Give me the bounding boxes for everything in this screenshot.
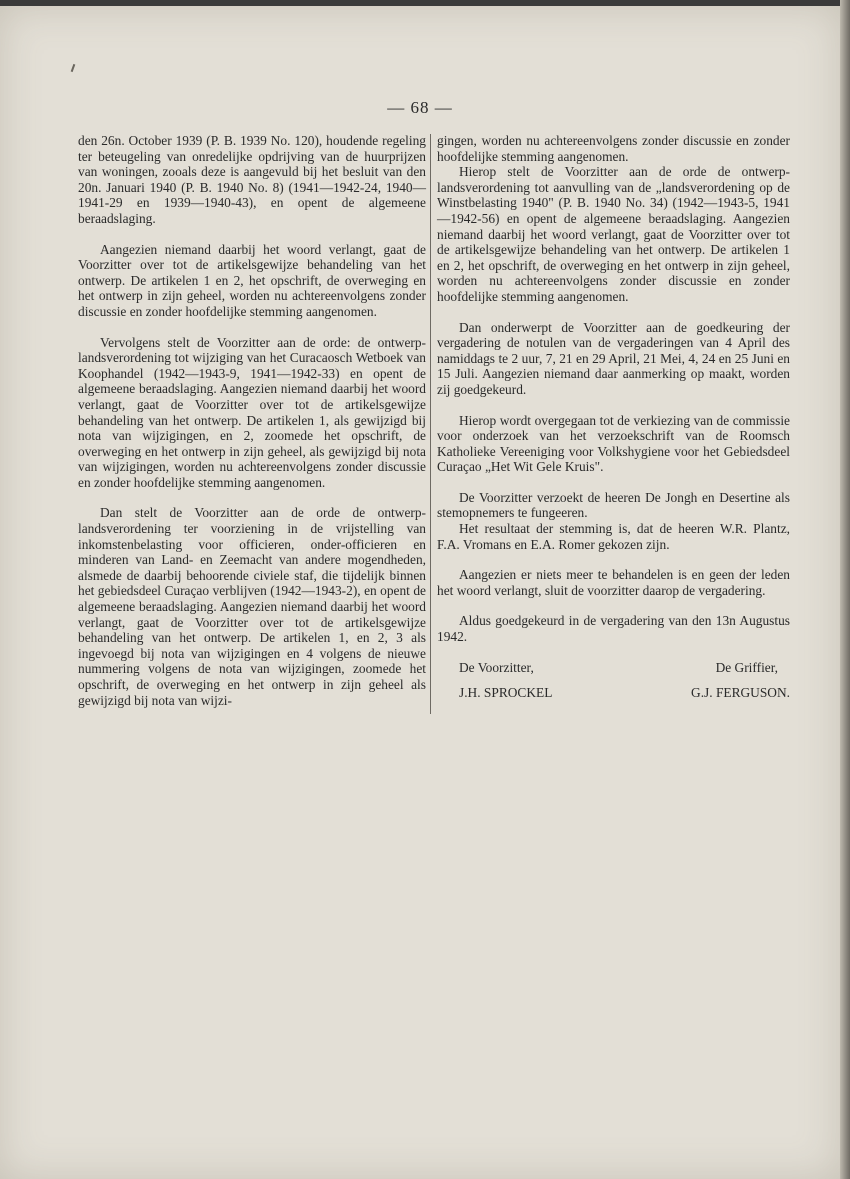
paragraph: De Voorzitter verzoekt de heeren De Jongh en Desertine als stemopnemers te fungeeren. bbox=[437, 489, 790, 521]
pencil-mark bbox=[71, 64, 76, 72]
paragraph: Aldus goedgekeurd in de vergadering van den 13n Augustus 1942. bbox=[437, 613, 790, 645]
left-column bbox=[78, 133, 426, 708]
chair-name: J.H. SPROCKEL bbox=[459, 685, 553, 701]
signature-names bbox=[437, 685, 790, 701]
paragraph: Hierop wordt overgegaan tot de verkiezing van de commissie voor onderzoek van het verzoekschrift van de Roomsch Katholieke Vereeniging voor Volkshygiene voor het Gebiedsdeel Curaçao „Het Wit Gele Kruis". bbox=[437, 412, 790, 475]
clerk-name: G.J. FERGUSON. bbox=[691, 685, 790, 701]
paragraph: den 26n. October 1939 (P. B. 1939 No. 120), houdende regeling ter beteugeling van onredelijke opdrijving van de huurprijzen van woningen, zooals deze is aangevuld bij het besluit van den 20n. Januari 1940 (P. B. 1940 No. 8) (1941—1942-24, 1940—1941-29 en 1939—1940-43), en opent de algemeene beraadslaging. bbox=[78, 133, 426, 226]
scan-border-right bbox=[840, 0, 850, 1179]
clerk-title: De Griffier, bbox=[715, 659, 778, 675]
paragraph: Hierop stelt de Voorzitter aan de orde de ontwerp-landsverordening tot aanvulling van de „landsverordening op de Winstbelasting 1940" (P. B. 1940 No. 34) (1942—1943-5, 1941—1942-56) en opent de algemeene beraadslaging. Aangezien niemand daarbij het woord verlangt, gaat de Voorzitter over tot de artikelsgewijze behandeling van het ontwerp. De artikelen 1 en 2, het opschrift, de overweging en het ontwerp in zijn geheel, worden nu achtereenvolgens zonder discussie en zonder hoofdelijke stemming aangenomen. bbox=[437, 164, 790, 304]
paragraph: Aangezien er niets meer te behandelen is en geen der leden het woord verlangt, sluit de voorzitter daarop de vergadering. bbox=[437, 567, 790, 598]
column-divider bbox=[430, 134, 431, 714]
document-page bbox=[0, 6, 840, 1179]
page-number: — 68 — bbox=[387, 98, 453, 117]
paragraph: gingen, worden nu achtereenvolgens zonder discussie en zonder hoofdelijke stemming aangenomen. bbox=[437, 133, 790, 164]
chair-title: De Voorzitter, bbox=[459, 659, 534, 675]
right-column bbox=[437, 133, 790, 701]
paragraph: Het resultaat der stemming is, dat de heeren W.R. Plantz, F.A. Vromans en E.A. Romer gekozen zijn. bbox=[437, 521, 790, 552]
paragraph: Aangezien niemand daarbij het woord verlangt, gaat de Voorzitter over tot de artikelsgewijze behandeling van het ontwerp. De artikelen 1 en 2, het opschrift, de overweging en het ontwerp in zijn geheel, worden nu achtereenvolgens zonder discussie en zonder hoofdelijke stemming aangenomen. bbox=[78, 241, 426, 319]
paragraph: Dan stelt de Voorzitter aan de orde de ontwerp-landsverordening ter voorziening in de vrijstelling van inkomstenbelasting voor officieren, onder-officieren en minderen van Land- en Zeemacht van andere mogendheden, alsmede de daarbij behoorende civiele staf, die tijdelijk binnen het gebiedsdeel Curaçao verblijven (1942—1943-2), en opent de algemeene beraadslaging. Aangezien niemand daarbij het woord verlangt, gaat de Voorzitter over tot de artikelsgewijze behandeling van het ontwerp. De artikelen 1, en 2, 3 als ingevoegd bij nota van wijzigingen en 4 volgens de nieuwe nummering volgens de nota van wijzigingen, zoomede het opschrift, de overweging en het ontwerp in zijn geheel als gewijzigd bij nota van wijzi- bbox=[78, 505, 426, 708]
paragraph: Vervolgens stelt de Voorzitter aan de orde: de ontwerp-landsverordening tot wijziging van het Curacaosch Wetboek van Koophandel (1942—1943-9, 1941—1942-33) en opent de algemeene beraadslaging. Aangezien niemand daarbij het woord verlangt, gaat de Voorzitter over tot de artikelsgewijze behandeling van het ontwerp. De artikelen 1, als gewijzigd bij nota van wijzigingen, en 2, zoomede het opschrift, de overweging en het ontwerp in zijn geheel, als gewijzigd bij nota van wijzigingen, worden nu achtereenvolgens zonder discussie en zonder hoofdelijke stemming aangenomen. bbox=[78, 334, 426, 490]
paragraph: Dan onderwerpt de Voorzitter aan de goedkeuring der vergadering de notulen van de vergaderingen van 4 April des namiddags te 2 uur, 7, 21 en 29 April, 21 Mei, 4, 24 en 25 Juni en 15 Juli. Aangezien niemand daar aanmerking op maakt, worden zij goedgekeurd. bbox=[437, 319, 790, 397]
signature-titles bbox=[437, 660, 790, 676]
